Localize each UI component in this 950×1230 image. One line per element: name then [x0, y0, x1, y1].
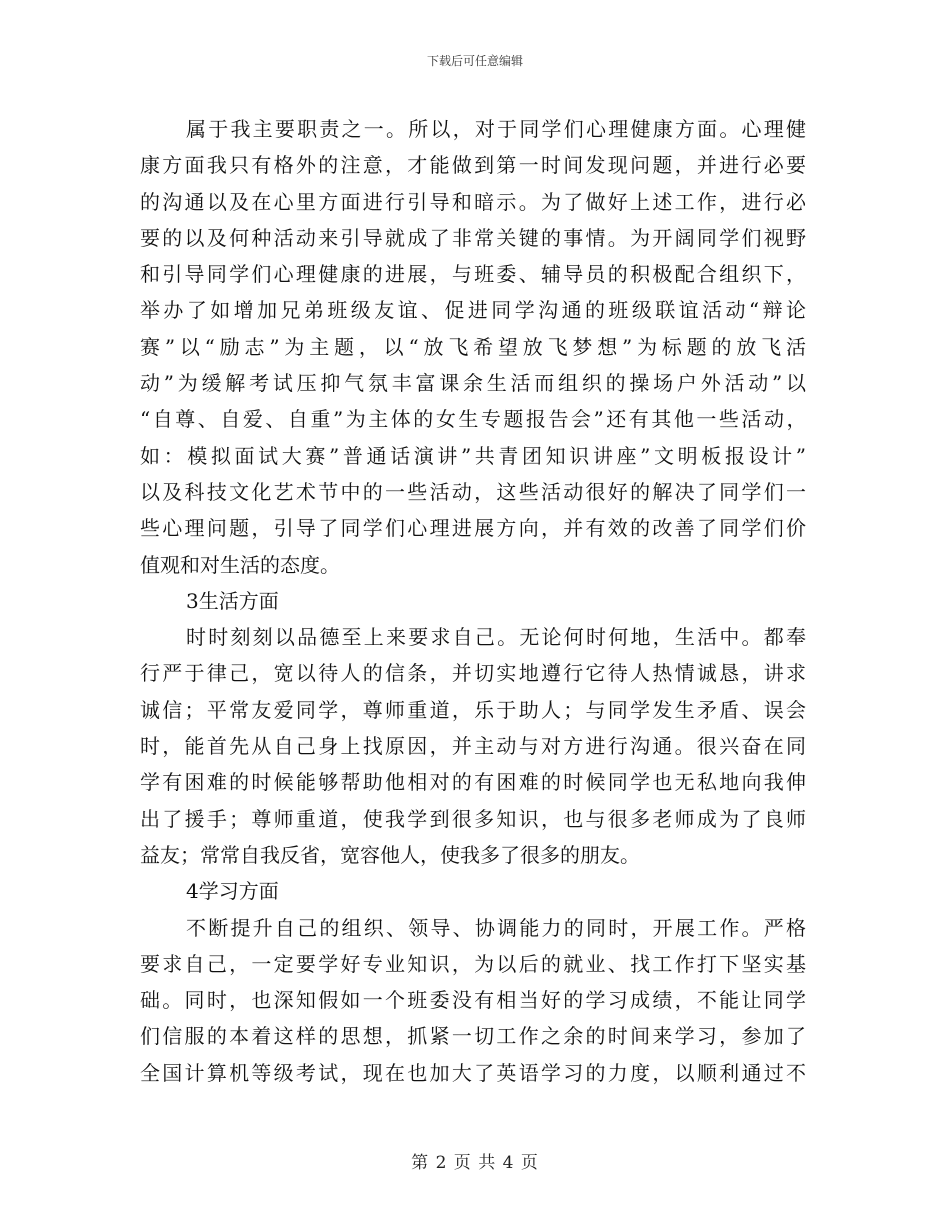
text-line: 益友；常常自我反省，宽容他人，使我多了很多的朋友。 [140, 842, 640, 867]
text-line: 以及科技文化艺术节中的一些活动，这些活动很好的解决了同学们一 [140, 479, 806, 504]
text-line: 学有困难的时候能够帮助他相对的有困难的时候同学也无私地向我伸 [140, 770, 806, 795]
text-line: 不断提升自己的组织、领导、协调能力的同时，开展工作。严格 [186, 915, 806, 940]
text-line: 如：模拟面试大赛”普通话演讲”共青团知识讲座”文明板报设计” [140, 443, 806, 468]
page-header: 下载后可任意编辑 [426, 54, 523, 68]
section-heading: 4学习方面 [186, 879, 279, 904]
text-line: 出了援手；尊师重道，使我学到很多知识，也与很多老师成为了良师 [140, 806, 806, 831]
text-line: 的沟通以及在心里方面进行引导和暗示。为了做好上述工作，进行必 [140, 189, 806, 214]
text-line: 属于我主要职责之一。所以，对于同学们心理健康方面。心理健 [186, 117, 806, 141]
text-line: 要求自己，一定要学好专业知识，为以后的就业、找工作打下坚实基 [140, 951, 806, 976]
text-line: 要的以及何种活动来引导就成了非常关键的事情。为开阔同学们视野 [140, 225, 806, 250]
text-line: 时时刻刻以品德至上来要求自己。无论何时何地，生活中。都奉 [186, 625, 806, 650]
text-line: 时，能首先从自己身上找原因，并主动与对方进行沟通。很兴奋在同 [140, 734, 806, 759]
text-line: 诚信；平常友爱同学，尊师重道，乐于助人；与同学发生矛盾、误会 [140, 697, 806, 722]
text-line: 举办了如增加兄弟班级友谊、促进同学沟通的班级联谊活动“辩论 [140, 298, 806, 323]
text-line: 们信服的本着这样的思想，抓紧一切工作之余的时间来学习，参加了 [140, 1024, 806, 1049]
section-heading: 3生活方面 [186, 588, 279, 613]
text-line: 和引导同学们心理健康的进展，与班委、辅导员的积极配合组织下， [140, 262, 806, 287]
text-line: 些心理问题，引导了同学们心理进展方向，并有效的改善了同学们价 [140, 516, 806, 541]
text-line: 动”为缓解考试压抑气氛丰富课余生活而组织的操场户外活动”以 [140, 371, 806, 396]
document-body [140, 111, 806, 1091]
text-line: “自尊、自爱、自重”为主体的女生专题报告会”还有其他一些活动， [140, 407, 806, 432]
page-footer: 第 2 页 共 4 页 [411, 1153, 539, 1173]
text-line: 行严于律己，宽以待人的信条，并切实地遵行它待人热情诚恳，讲求 [140, 661, 806, 686]
text-line: 康方面我只有格外的注意，才能做到第一时间发现问题，并进行必要 [140, 153, 806, 178]
text-line: 全国计算机等级考试，现在也加大了英语学习的力度，以顺利通过不 [140, 1060, 806, 1085]
text-line: 赛”以“励志”为主题，以“放飞希望放飞梦想”为标题的放飞活 [140, 334, 806, 359]
text-line: 值观和对生活的态度。 [140, 552, 340, 577]
text-line: 础。同时，也深知假如一个班委没有相当好的学习成绩，不能让同学 [140, 988, 806, 1013]
